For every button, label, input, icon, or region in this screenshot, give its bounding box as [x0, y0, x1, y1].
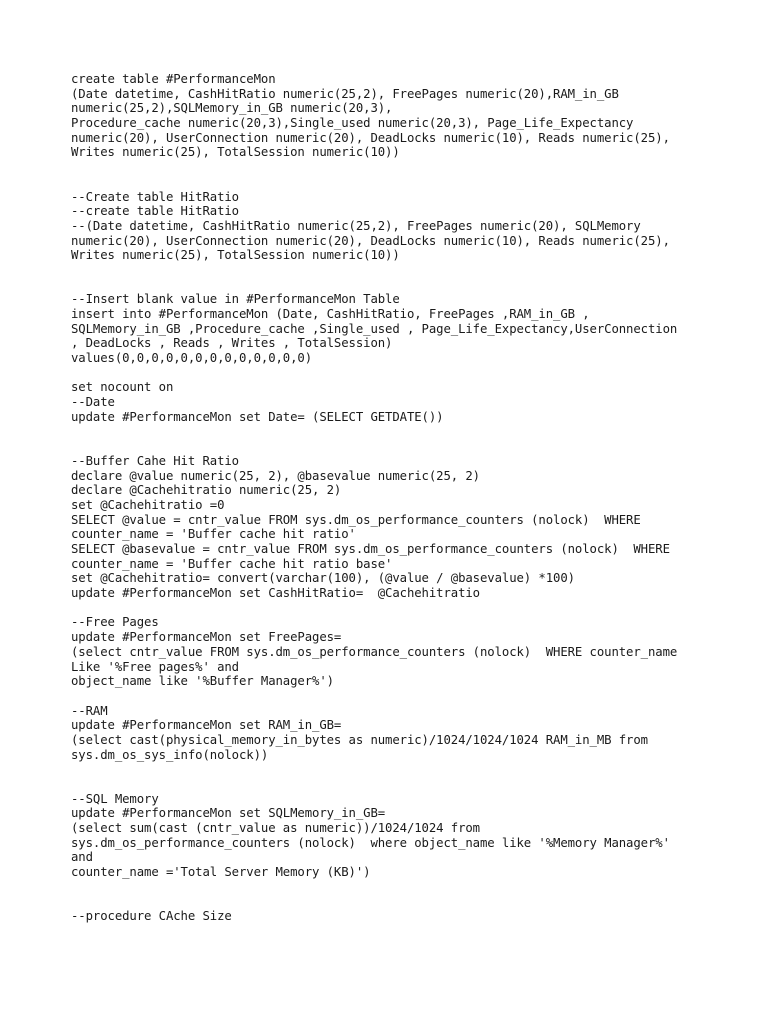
- code-line: Procedure_cache numeric(20,3),Single_used numeric(20,3), Page_Life_Expectancy: [71, 116, 634, 131]
- code-line: [71, 895, 751, 910]
- code-line: [71, 601, 751, 616]
- sql-code-block: [71, 72, 751, 924]
- code-line: [71, 263, 751, 278]
- code-line: --create table HitRatio: [71, 204, 239, 219]
- code-line: counter_name = 'Buffer cache hit ratio base': [71, 556, 393, 571]
- code-line: [71, 366, 751, 381]
- code-line: , DeadLocks , Reads , Writes , TotalSession): [71, 336, 393, 351]
- code-line: --Free Pages: [71, 615, 159, 630]
- code-line: --RAM: [71, 703, 108, 718]
- code-line: [71, 160, 751, 175]
- code-line: (select cntr_value FROM sys.dm_os_performance_counters (nolock) WHERE counter_name: [71, 644, 678, 659]
- code-line: [71, 278, 751, 293]
- code-line: [71, 425, 751, 440]
- code-line: [71, 777, 751, 792]
- code-line: (select sum(cast (cntr_value as numeric))/1024/1024 from: [71, 821, 480, 836]
- code-line: Writes numeric(25), TotalSession numeric(10)): [71, 248, 400, 263]
- code-line: (Date datetime, CashHitRatio numeric(25,2), FreePages numeric(20),RAM_in_GB: [71, 86, 619, 101]
- code-line: set nocount on: [71, 380, 174, 395]
- code-line: --SQL Memory: [71, 791, 159, 806]
- code-line: set @Cachehitratio =0: [71, 497, 225, 512]
- code-line: declare @value numeric(25, 2), @basevalue numeric(25, 2): [71, 468, 480, 483]
- code-line: SELECT @basevalue = cntr_value FROM sys.dm_os_performance_counters (nolock) WHERE: [71, 542, 670, 556]
- code-line: declare @Cachehitratio numeric(25, 2): [71, 483, 342, 498]
- code-line: --(Date datetime, CashHitRatio numeric(25,2), FreePages numeric(20), SQLMemory: [71, 218, 641, 233]
- code-line: update #PerformanceMon set RAM_in_GB=: [71, 718, 342, 733]
- code-line: (select cast(physical_memory_in_bytes as numeric)/1024/1024/1024 RAM_in_MB from: [71, 732, 648, 747]
- code-line: SELECT @value = cntr_value FROM sys.dm_os_performance_counters (nolock) WHERE: [71, 512, 641, 527]
- code-line: update #PerformanceMon set CashHitRatio= @Cachehitratio: [71, 586, 480, 601]
- code-line: --Buffer Cahe Hit Ratio: [71, 453, 239, 468]
- code-line: values(0,0,0,0,0,0,0,0,0,0,0,0,0): [71, 351, 313, 366]
- code-line: Like '%Free pages%' and: [71, 659, 239, 674]
- code-line: numeric(20), UserConnection numeric(20), DeadLocks numeric(10), Reads numeric(25),: [71, 233, 670, 248]
- code-line: object_name like '%Buffer Manager%'): [71, 674, 334, 689]
- code-line: [71, 175, 751, 190]
- code-line: [71, 762, 751, 777]
- code-line: numeric(25,2),SQLMemory_in_GB numeric(20,3),: [71, 101, 393, 116]
- code-line: Writes numeric(25), TotalSession numeric(10)): [71, 145, 400, 160]
- code-line: sys.dm_os_sys_info(nolock)): [71, 747, 269, 762]
- code-line: and: [71, 850, 93, 865]
- code-line: SQLMemory_in_GB ,Procedure_cache ,Single_used , Page_Life_Expectancy,UserConnection: [71, 321, 678, 336]
- code-line: --Create table HitRatio: [71, 189, 239, 204]
- code-line: --Date: [71, 395, 115, 410]
- code-line: --Insert blank value in #PerformanceMon Table: [71, 292, 400, 307]
- code-line: update #PerformanceMon set Date= (SELECT GETDATE()): [71, 409, 444, 424]
- code-line: counter_name ='Total Server Memory (KB)'): [71, 865, 371, 880]
- code-line: update #PerformanceMon set FreePages=: [71, 630, 342, 645]
- code-line: [71, 689, 751, 704]
- code-line: insert into #PerformanceMon (Date, CashHitRatio, FreePages ,RAM_in_GB ,: [71, 307, 590, 321]
- code-line: set @Cachehitratio= convert(varchar(100), (@value / @basevalue) *100): [71, 571, 575, 586]
- code-line: counter_name = 'Buffer cache hit ratio': [71, 527, 356, 542]
- code-line: [71, 439, 751, 454]
- code-line: --procedure CAche Size: [71, 909, 232, 924]
- code-line: sys.dm_os_performance_counters (nolock) where object_name like '%Memory Manager%': [71, 835, 670, 850]
- code-line: update #PerformanceMon set SQLMemory_in_GB=: [71, 806, 386, 821]
- code-line: numeric(20), UserConnection numeric(20), DeadLocks numeric(10), Reads numeric(25),: [71, 130, 670, 145]
- code-line: create table #PerformanceMon: [71, 72, 276, 86]
- code-line: [71, 880, 751, 895]
